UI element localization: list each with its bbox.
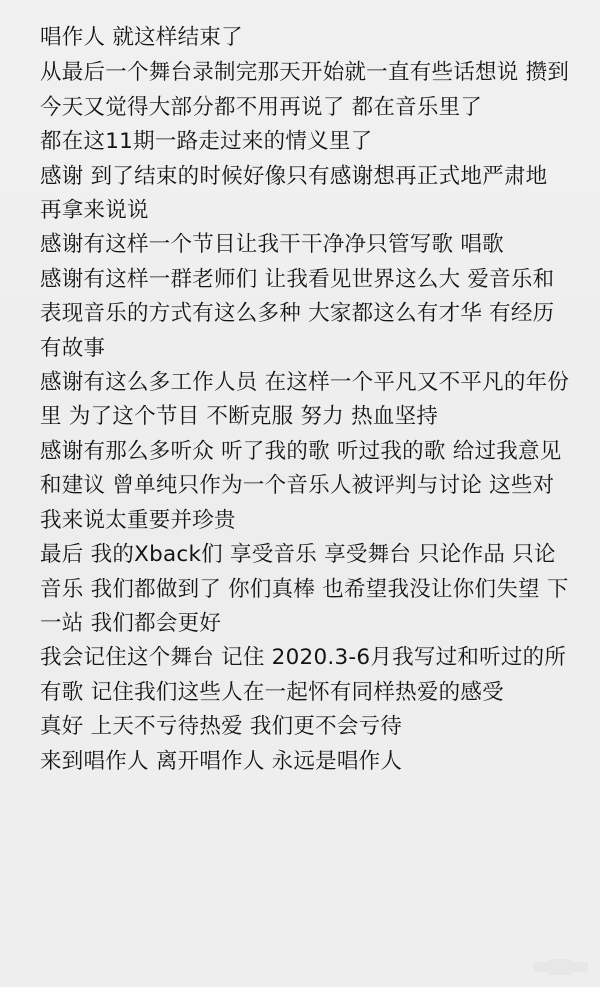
faint-watermark (534, 959, 588, 977)
text-line-3: 都在这11期一路走过来的情义里了 (40, 129, 373, 155)
text-line-4: 感谢 到了结束的时候好像只有感谢想再正式地严肃地 再拿来说说 (40, 163, 548, 224)
text-line-8: 感谢有那么多听众 听了我的歌 听过我的歌 给过我意见和建议 曾单纯只作为一个音乐人被评判与讨论 这些对我来说太重要并珍贵 (40, 438, 562, 533)
text-line-5: 感谢有这样一个节目让我干干净净只管写歌 唱歌 (40, 232, 504, 258)
document-text (40, 21, 572, 779)
text-line-1: 唱作人 就这样结束了 (40, 25, 243, 50)
text-line-7: 感谢有这么多工作人员 在这样一个平凡又不平凡的年份里 为了这个节目 不断克服 努力 热血坚持 (40, 370, 570, 430)
text-line-11: 真好 上天不亏待热爱 我们更不会亏待 (40, 714, 403, 740)
text-line-6: 感谢有这样一群老师们 让我看见世界这么大 爱音乐和表现音乐的方式有这么多种 大家都这么有才华 有经历 有故事 (40, 266, 555, 361)
text-line-10: 我会记住这个舞台 记住 2020.3-6月我写过和听过的所有歌 记住我们这些人在一起怀有同样热爱的感受 (40, 645, 567, 705)
text-line-12: 来到唱作人 离开唱作人 永远是唱作人 (40, 748, 403, 774)
text-line-9: 最后 我的Xback们 享受音乐 享受舞台 只论作品 只论音乐 我们都做到了 你们真棒 也希望我没让你们失望 下一站 我们都会更好 (40, 542, 569, 636)
text-line-2: 从最后一个舞台录制完那天开始就一直有些话想说 攒到今天又觉得大部分都不用再说了 都在音乐里了 (40, 60, 570, 120)
